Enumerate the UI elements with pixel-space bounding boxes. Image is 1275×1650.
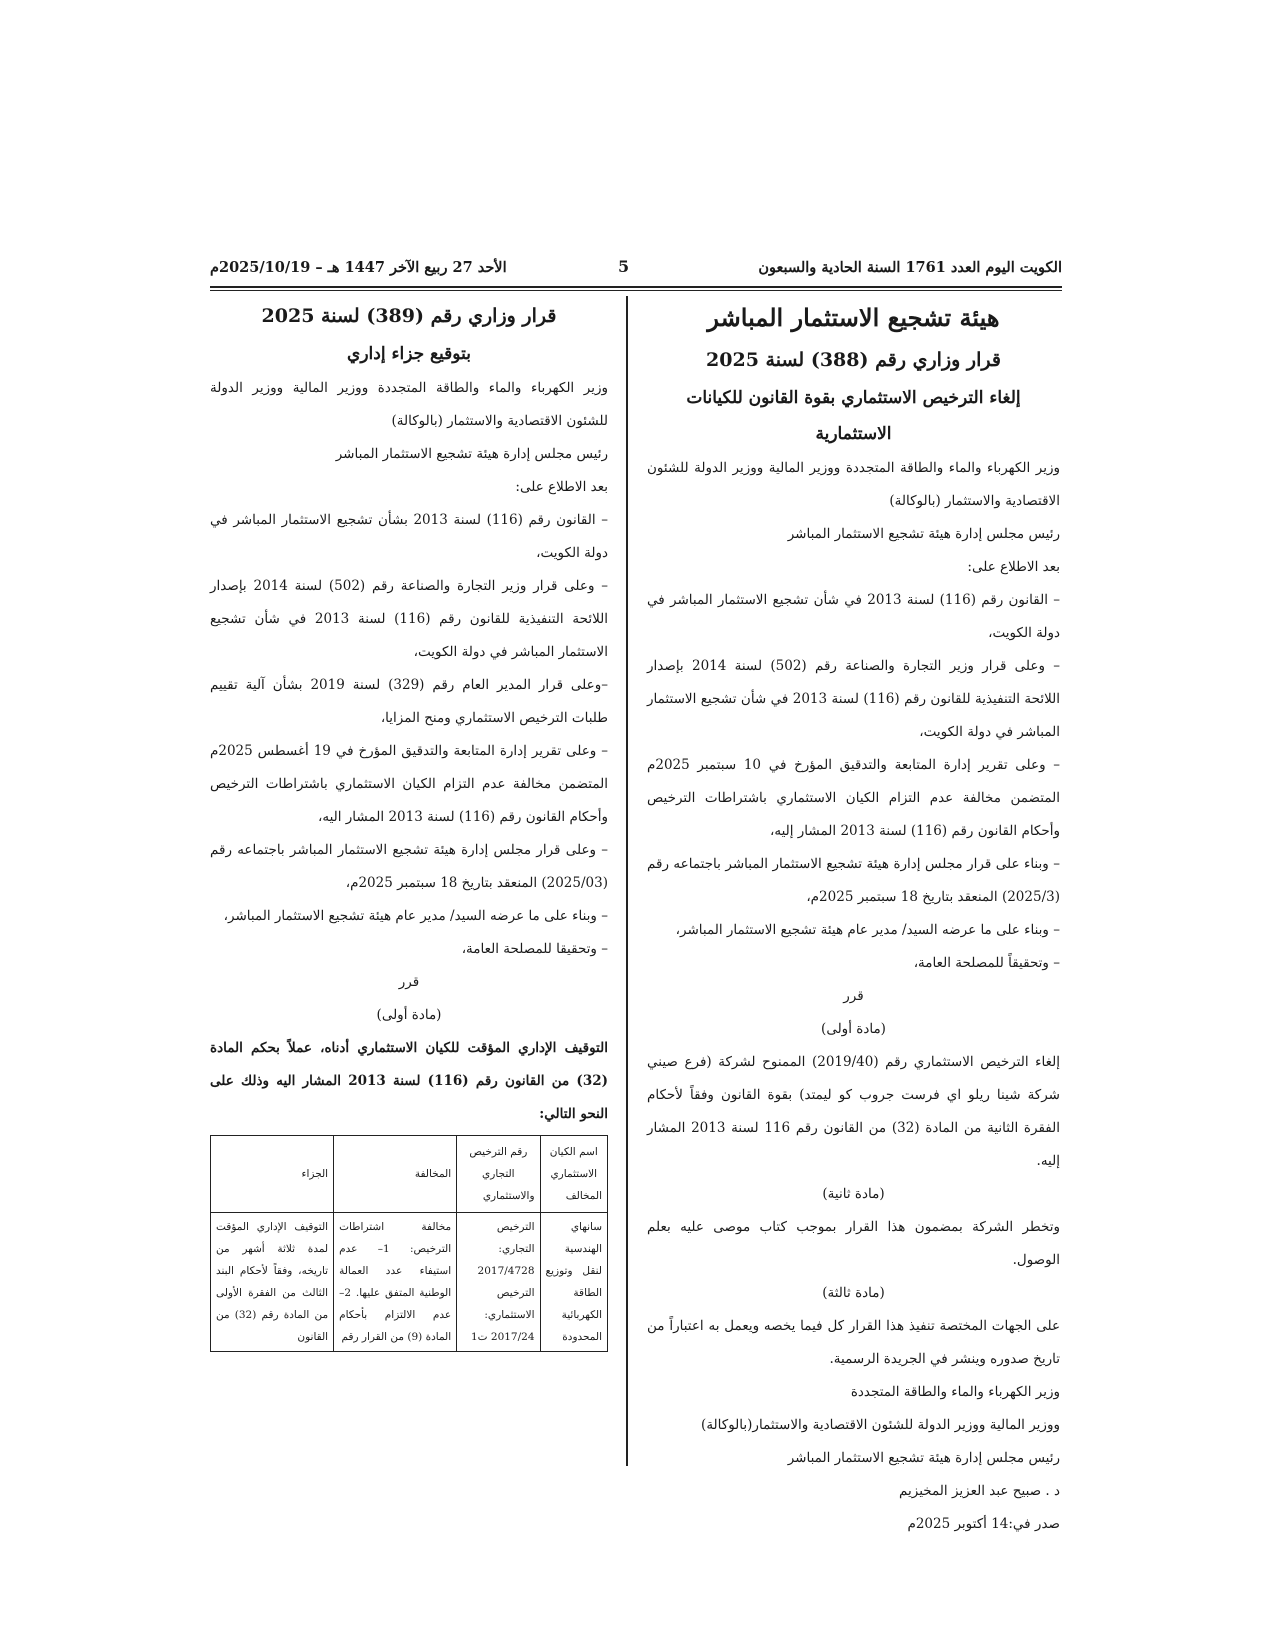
decision-subject: بتوقيع جزاء إداري bbox=[347, 344, 471, 364]
preamble-paragraph: رئيس مجلس إدارة هيئة تشجيع الاستثمار المباشر bbox=[335, 446, 608, 462]
preamble-paragraph: وزير الكهرباء والماء والطاقة المتجددة ووزير المالية ووزير الدولة للشئون الاقتصادية والاستثمار (بالوكالة) bbox=[647, 460, 1060, 509]
table-cell: التوقيف الإداري المؤقت لمدة ثلاثة أشهر من تاريخه، وفقاً لأحكام البند الثالث من الفقرة الأولى من المادة رقم (32) من القانون bbox=[211, 1213, 334, 1352]
header-issue: الكويت اليوم العدد 1761 السنة الحادية والسبعون bbox=[758, 259, 1062, 276]
preamble-paragraph: بعد الاطلاع على: bbox=[515, 479, 608, 495]
header-rule bbox=[210, 286, 1062, 288]
decision-title: قرار وزاري رقم (389) لسنة 2025 bbox=[261, 305, 557, 327]
column-divider bbox=[626, 296, 628, 1466]
preamble-paragraph: – القانون رقم (116) لسنة 2013 بشأن تشجيع الاستثمار المباشر في دولة الكويت، bbox=[210, 512, 608, 561]
decision-subject-cont: الاستثمارية bbox=[815, 424, 892, 444]
preamble-paragraph: وزير الكهرباء والماء والطاقة المتجددة ووزير المالية ووزير الدولة للشئون الاقتصادية والاستثمار (بالوكالة) bbox=[210, 380, 608, 429]
article-text: وتخطر الشركة بمضمون هذا القرار بموجب كتاب موصى عليه بعلم الوصول. bbox=[647, 1219, 1060, 1268]
penalty-table bbox=[210, 1135, 608, 1352]
article-title: (مادة ثالثة) bbox=[822, 1285, 885, 1301]
right-column bbox=[647, 296, 1060, 1541]
preamble-paragraph: – وعلى قرار مجلس إدارة هيئة تشجيع الاستثمار المباشر باجتماعه رقم (2025/03) المنعقد بتاريخ 18 سبتمبر 2025م، bbox=[210, 842, 608, 891]
table-cell: مخالفة اشتراطات الترخيص: 1– عدم استيفاء عدد العمالة الوطنية المتفق عليها. 2– عدم الالتزام بأحكام المادة (9) من القرار رقم bbox=[334, 1213, 457, 1352]
article-text: التوقيف الإداري المؤقت للكيان الاستثماري أدناه، عملاً بحكم المادة (32) من القانون رقم (116) لسنة 2013 المشار اليه وذلك على النحو التالي: bbox=[210, 1040, 608, 1122]
issue-date: صدر في:14 أكتوبر 2025م bbox=[907, 1516, 1060, 1532]
article-text: إلغاء الترخيص الاستثماري رقم (2019/40) الممنوح لشركة (فرع صيني شركة شينا ريلو اي فرست جروب كو ليمتد) بقوة القانون وفقاً لأحكام الفقرة الثانية من المادة (32) من القانون رقم 116 لسنة 2013 المشار إليه. bbox=[647, 1054, 1061, 1169]
preamble-paragraph: – القانون رقم (116) لسنة 2013 في شأن تشجيع الاستثمار المباشر في دولة الكويت، bbox=[647, 592, 1060, 641]
table-cell: سانهاي الهندسية لنقل وتوزيع الطاقة الكهربائية المحدودة bbox=[540, 1213, 607, 1352]
left-column bbox=[210, 296, 608, 1352]
preamble-paragraph: –وعلى قرار المدير العام رقم (329) لسنة 2019 بشأن آلية تقييم طلبات الترخيص الاستثماري ومنح المزايا، bbox=[210, 677, 608, 726]
table-cell: الترخيص التجاري: 2017/4728 الترخيص الاستثماري: 2017/24 ت1 bbox=[457, 1213, 540, 1352]
preamble-paragraph: – وتحقيقاً للمصلحة العامة، bbox=[913, 955, 1060, 971]
table-header-row bbox=[211, 1136, 608, 1213]
preamble-paragraph: – وبناء على ما عرضه السيد/ مدير عام هيئة تشجيع الاستثمار المباشر، bbox=[223, 908, 608, 924]
agency-title: هيئة تشجيع الاستثمار المباشر bbox=[707, 303, 1000, 332]
signatory-title: ووزير المالية ووزير الدولة للشئون الاقتصادية والاستثمار(بالوكالة) bbox=[701, 1417, 1060, 1433]
preamble-paragraph: رئيس مجلس إدارة هيئة تشجيع الاستثمار المباشر bbox=[787, 526, 1060, 542]
page-header bbox=[210, 257, 1062, 283]
decided-label: قرر bbox=[398, 974, 420, 990]
table-row bbox=[211, 1213, 608, 1352]
table-header-cell: المخالفة bbox=[334, 1136, 457, 1213]
preamble-paragraph: – وعلى تقرير إدارة المتابعة والتدقيق المؤرخ في 10 سبتمبر 2025م المتضمن مخالفة عدم التزام الكيان الاستثماري باشتراطات الترخيص وأحكام القانون رقم (116) لسنة 2013 المشار إليه، bbox=[647, 757, 1061, 839]
decision-subject: إلغاء الترخيص الاستثماري بقوة القانون للكيانات bbox=[686, 388, 1021, 408]
article-text: على الجهات المختصة تنفيذ هذا القرار كل فيما يخصه ويعمل به اعتباراً من تاريخ صدوره وينشر في الجريدة الرسمية. bbox=[647, 1318, 1060, 1367]
signatory-name: د . صبيح عبد العزيز المخيزيم bbox=[899, 1483, 1060, 1499]
decision-title: قرار وزاري رقم (388) لسنة 2025 bbox=[706, 349, 1001, 371]
preamble-paragraph: – وعلى تقرير إدارة المتابعة والتدقيق المؤرخ في 19 أغسطس 2025م المتضمن مخالفة عدم التزام الكيان الاستثماري باشتراطات الترخيص وأحكام القانون رقم (116) لسنة 2013 المشار اليه، bbox=[210, 743, 608, 825]
decided-label: قرر bbox=[843, 988, 864, 1004]
preamble-paragraph: – وبناء على قرار مجلس إدارة هيئة تشجيع الاستثمار المباشر باجتماعه رقم (2025/3) المنعقد بتاريخ 18 سبتمبر 2025م، bbox=[647, 856, 1060, 905]
article-title: (مادة أولى) bbox=[821, 1021, 886, 1037]
preamble-paragraph: – وعلى قرار وزير التجارة والصناعة رقم (502) لسنة 2014 بإصدار اللائحة التنفيذية للقانون رقم (116) لسنة 2013 في شأن تشجيع الاستثمار المباشر في دولة الكويت، bbox=[647, 658, 1060, 740]
preamble-paragraph: بعد الاطلاع على: bbox=[967, 559, 1060, 575]
article-title: (مادة أولى) bbox=[376, 1007, 442, 1023]
header-date: الأحد 27 ربيع الآخر 1447 هـ – 2025/10/19م bbox=[210, 259, 507, 276]
article-title: (مادة ثانية) bbox=[822, 1186, 885, 1202]
table-header-cell: اسم الكيان الاستثماري المخالف bbox=[540, 1136, 607, 1213]
table-header-cell: الجزاء bbox=[211, 1136, 334, 1213]
preamble-paragraph: – وبناء على ما عرضه السيد/ مدير عام هيئة تشجيع الاستثمار المباشر، bbox=[675, 922, 1060, 938]
signatory-title: رئيس مجلس إدارة هيئة تشجيع الاستثمار المباشر bbox=[787, 1450, 1060, 1466]
header-rule-thin bbox=[210, 290, 1062, 291]
preamble-paragraph: – وعلى قرار وزير التجارة والصناعة رقم (502) لسنة 2014 بإصدار اللائحة التنفيذية للقانون رقم (116) لسنة 2013 في شأن تشجيع الاستثمار المباشر في دولة الكويت، bbox=[210, 578, 608, 660]
table-header-cell: رقم الترخيص التجاري والاستثماري bbox=[457, 1136, 540, 1213]
preamble-paragraph: – وتحقيقا للمصلحة العامة، bbox=[461, 941, 608, 957]
signatory-title: وزير الكهرباء والماء والطاقة المتجددة bbox=[850, 1384, 1060, 1400]
page-number: 5 bbox=[618, 257, 630, 276]
